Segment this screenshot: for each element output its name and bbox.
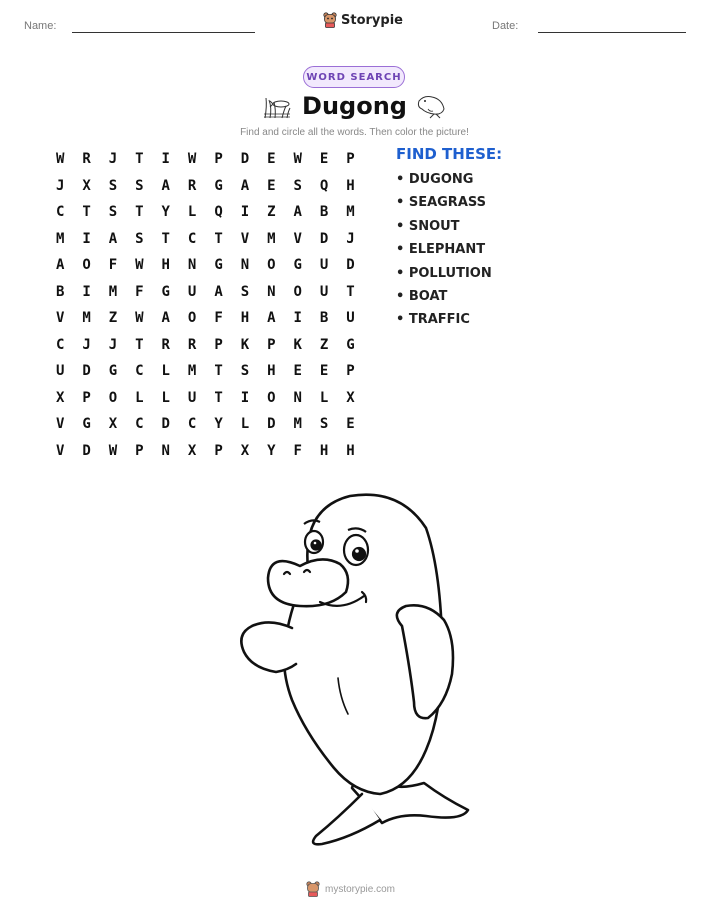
storypie-bear-icon bbox=[323, 12, 337, 28]
grid-letter[interactable]: H bbox=[346, 442, 355, 459]
grid-letter[interactable]: Z bbox=[267, 204, 276, 221]
grid-letter[interactable]: C bbox=[135, 416, 144, 433]
grid-letter[interactable]: V bbox=[55, 416, 65, 433]
grid-letter[interactable]: J bbox=[82, 336, 91, 353]
grid-letter[interactable]: Q bbox=[214, 204, 223, 221]
grid-letter[interactable]: I bbox=[82, 283, 91, 300]
word-list-item: • TRAFFIC bbox=[396, 312, 470, 328]
grid-letter[interactable]: A bbox=[240, 177, 250, 194]
grid-letter[interactable]: M bbox=[267, 230, 276, 247]
grid-letter[interactable]: O bbox=[293, 283, 302, 300]
grid-letter[interactable]: T bbox=[135, 151, 144, 168]
grid-letter[interactable]: W bbox=[108, 442, 118, 459]
word-list-item: • POLLUTION bbox=[396, 265, 492, 281]
grid-letter[interactable]: R bbox=[82, 151, 91, 168]
grid-letter[interactable]: G bbox=[293, 257, 302, 274]
grid-letter[interactable]: T bbox=[346, 283, 355, 300]
grid-letter[interactable]: W bbox=[55, 151, 65, 168]
grid-letter[interactable]: I bbox=[82, 230, 91, 247]
grid-letter[interactable]: I bbox=[293, 310, 302, 327]
grid-letter[interactable]: P bbox=[214, 442, 223, 459]
word-list bbox=[396, 172, 492, 336]
grid-letter[interactable]: X bbox=[346, 389, 355, 406]
grid-letter[interactable]: X bbox=[187, 442, 197, 459]
date-field-line[interactable] bbox=[538, 32, 686, 33]
grid-letter[interactable]: R bbox=[161, 336, 170, 353]
grid-row bbox=[47, 332, 364, 359]
grid-letter[interactable]: N bbox=[161, 442, 170, 459]
find-these-heading: FIND THESE: bbox=[396, 145, 503, 163]
grid-letter[interactable]: Q bbox=[319, 177, 329, 194]
grid-letter[interactable]: Y bbox=[214, 416, 223, 433]
instructions: Find and circle all the words. Then color the picture! bbox=[240, 127, 469, 138]
grid-letter[interactable]: O bbox=[267, 389, 276, 406]
grid-letter[interactable]: J bbox=[108, 336, 118, 353]
grid-letter[interactable]: D bbox=[240, 151, 250, 168]
grid-letter[interactable]: I bbox=[240, 389, 250, 406]
grid-row bbox=[47, 358, 364, 385]
grid-letter[interactable]: G bbox=[346, 336, 355, 353]
grid-letter[interactable]: D bbox=[82, 442, 91, 459]
grid-letter[interactable]: C bbox=[187, 416, 197, 433]
dugong-icon bbox=[414, 93, 448, 119]
grid-row bbox=[47, 279, 364, 306]
grid-letter[interactable]: G bbox=[214, 177, 223, 194]
grid-letter[interactable]: H bbox=[240, 310, 250, 327]
grid-letter[interactable]: L bbox=[240, 416, 250, 433]
grid-letter[interactable]: M bbox=[82, 310, 91, 327]
grid-letter[interactable]: L bbox=[161, 363, 170, 380]
grid-letter[interactable]: K bbox=[240, 336, 250, 353]
grid-letter[interactable]: D bbox=[267, 416, 276, 433]
grid-letter[interactable]: H bbox=[267, 363, 276, 380]
grid-row bbox=[47, 411, 364, 438]
grid-letter[interactable]: P bbox=[346, 151, 355, 168]
grid-letter[interactable]: A bbox=[161, 177, 170, 194]
grid-letter[interactable]: M bbox=[346, 204, 355, 221]
grid-letter[interactable]: S bbox=[240, 363, 250, 380]
grid-letter[interactable]: V bbox=[55, 310, 65, 327]
grid-letter[interactable]: T bbox=[82, 204, 91, 221]
date-label: Date: bbox=[492, 20, 519, 32]
grid-letter[interactable]: C bbox=[187, 230, 197, 247]
grid-letter[interactable]: A bbox=[55, 257, 65, 274]
grid-letter[interactable]: V bbox=[293, 230, 302, 247]
grid-letter[interactable]: X bbox=[82, 177, 91, 194]
brand bbox=[323, 12, 403, 28]
grid-letter[interactable]: A bbox=[161, 310, 170, 327]
grid-letter[interactable]: S bbox=[293, 177, 302, 194]
grid-letter[interactable]: N bbox=[267, 283, 276, 300]
name-field-line[interactable] bbox=[72, 32, 255, 33]
grid-letter[interactable]: B bbox=[319, 204, 329, 221]
grid-letter[interactable]: F bbox=[293, 442, 302, 459]
word-list-item: • ELEPHANT bbox=[396, 242, 486, 258]
grid-letter[interactable]: D bbox=[82, 363, 91, 380]
grid-row bbox=[47, 173, 364, 200]
grid-letter[interactable]: S bbox=[135, 177, 144, 194]
grid-letter[interactable]: A bbox=[214, 283, 223, 300]
grid-letter[interactable]: B bbox=[319, 310, 329, 327]
grid-letter[interactable]: L bbox=[135, 389, 144, 406]
grid-letter[interactable]: M bbox=[187, 363, 197, 380]
footer bbox=[306, 881, 395, 897]
word-search-badge: WORD SEARCH bbox=[303, 66, 405, 88]
dugong-snout bbox=[268, 559, 348, 606]
grid-letter[interactable]: I bbox=[240, 204, 250, 221]
grid-letter[interactable]: G bbox=[82, 416, 91, 433]
grid-letter[interactable]: V bbox=[55, 442, 65, 459]
grid-letter[interactable]: D bbox=[161, 416, 170, 433]
grid-row bbox=[47, 199, 364, 226]
page-title: Dugong bbox=[302, 92, 407, 120]
grid-letter[interactable]: G bbox=[214, 257, 223, 274]
grid-letter[interactable]: S bbox=[319, 416, 329, 433]
grid-letter[interactable]: S bbox=[135, 230, 144, 247]
word-list-item: • SNOUT bbox=[396, 218, 460, 234]
grid-letter[interactable]: S bbox=[108, 204, 118, 221]
grid-letter[interactable]: L bbox=[187, 204, 197, 221]
grid-letter[interactable]: U bbox=[319, 283, 329, 300]
grid-letter[interactable]: D bbox=[319, 230, 329, 247]
grid-letter[interactable]: J bbox=[55, 177, 65, 194]
grid-letter[interactable]: A bbox=[293, 204, 302, 221]
grid-letter[interactable]: P bbox=[267, 336, 276, 353]
grid-letter[interactable]: A bbox=[108, 230, 118, 247]
word-list-item: • SEAGRASS bbox=[396, 195, 487, 211]
grid-letter[interactable]: E bbox=[319, 363, 329, 380]
grid-letter[interactable]: E bbox=[346, 416, 355, 433]
grid-letter[interactable]: N bbox=[293, 389, 302, 406]
grid-letter[interactable]: O bbox=[267, 257, 276, 274]
grid-letter[interactable]: E bbox=[319, 151, 329, 168]
grid-letter[interactable]: V bbox=[240, 230, 250, 247]
grid-letter[interactable]: U bbox=[187, 389, 197, 406]
grid-letter[interactable]: T bbox=[135, 204, 144, 221]
grid-letter[interactable]: J bbox=[346, 230, 355, 247]
name-label: Name: bbox=[24, 20, 57, 32]
grid-letter[interactable]: O bbox=[108, 389, 118, 406]
grid-letter[interactable]: M bbox=[293, 416, 302, 433]
grid-letter[interactable]: Y bbox=[267, 442, 276, 459]
word-list-item: • BOAT bbox=[396, 288, 448, 304]
grid-letter[interactable]: B bbox=[55, 283, 65, 300]
grid-letter[interactable]: E bbox=[267, 151, 276, 168]
grid-letter[interactable]: X bbox=[108, 416, 118, 433]
grid-row bbox=[47, 438, 364, 465]
grid-letter[interactable]: L bbox=[161, 389, 170, 406]
grid-letter[interactable]: W bbox=[293, 151, 302, 168]
grid-letter[interactable]: T bbox=[214, 230, 223, 247]
grid-letter[interactable]: A bbox=[267, 310, 276, 327]
grid-letter[interactable]: T bbox=[214, 363, 223, 380]
dugong-illustration bbox=[230, 488, 480, 858]
grid-letter[interactable]: Z bbox=[319, 336, 329, 353]
grid-letter[interactable]: O bbox=[82, 257, 91, 274]
grid-letter[interactable]: M bbox=[108, 283, 118, 300]
grid-letter[interactable]: H bbox=[346, 177, 355, 194]
grid-letter[interactable]: J bbox=[108, 151, 118, 168]
grid-letter[interactable]: E bbox=[267, 177, 276, 194]
grid-letter[interactable]: E bbox=[293, 363, 302, 380]
grid-letter[interactable]: S bbox=[108, 177, 118, 194]
brand-name: Storypie bbox=[341, 12, 403, 28]
grid-letter[interactable]: C bbox=[55, 204, 65, 221]
grid-letter[interactable]: R bbox=[187, 336, 197, 353]
grid-letter[interactable]: F bbox=[108, 257, 118, 274]
grid-letter[interactable]: R bbox=[187, 177, 197, 194]
word-list-item: • DUGONG bbox=[396, 172, 474, 187]
grid-letter[interactable]: P bbox=[82, 389, 91, 406]
word-search-grid bbox=[47, 146, 364, 464]
grid-letter[interactable]: L bbox=[319, 389, 329, 406]
grid-letter[interactable]: U bbox=[346, 310, 355, 327]
grid-letter[interactable]: W bbox=[135, 257, 144, 274]
grid-letter[interactable]: T bbox=[161, 230, 170, 247]
grid-letter[interactable]: Z bbox=[108, 310, 118, 327]
grid-letter[interactable]: F bbox=[214, 310, 223, 327]
grid-row bbox=[47, 305, 364, 332]
grid-letter[interactable]: X bbox=[55, 389, 65, 406]
grid-letter[interactable]: H bbox=[319, 442, 329, 459]
grid-letter[interactable]: I bbox=[161, 151, 170, 168]
storypie-footer-icon bbox=[306, 881, 320, 897]
grid-letter[interactable]: H bbox=[161, 257, 170, 274]
grid-letter[interactable]: G bbox=[108, 363, 118, 380]
grid-letter[interactable]: C bbox=[55, 336, 65, 353]
grid-letter[interactable]: P bbox=[346, 363, 355, 380]
grid-letter[interactable]: T bbox=[214, 389, 223, 406]
grid-letter[interactable]: U bbox=[187, 283, 197, 300]
dugong-left-flipper bbox=[241, 622, 296, 672]
grid-row bbox=[47, 226, 364, 253]
grid-letter[interactable]: X bbox=[240, 442, 250, 459]
grid-letter[interactable]: Y bbox=[161, 204, 170, 221]
grid-letter[interactable]: F bbox=[135, 283, 144, 300]
grid-letter[interactable]: W bbox=[187, 151, 197, 168]
grid-letter[interactable]: P bbox=[135, 442, 144, 459]
grid-letter[interactable]: D bbox=[346, 257, 355, 274]
grid-letter[interactable]: K bbox=[293, 336, 302, 353]
grid-letter[interactable]: U bbox=[319, 257, 329, 274]
grid-letter[interactable]: P bbox=[214, 336, 223, 353]
grid-letter[interactable]: T bbox=[135, 336, 144, 353]
footer-url[interactable]: mystorypie.com bbox=[325, 883, 396, 895]
grid-letter[interactable]: S bbox=[240, 283, 250, 300]
grid-letter[interactable]: P bbox=[214, 151, 223, 168]
grid-letter[interactable]: N bbox=[187, 257, 197, 274]
grid-letter[interactable]: G bbox=[161, 283, 170, 300]
grid-letter[interactable]: M bbox=[55, 230, 65, 247]
grid-row bbox=[47, 146, 364, 173]
grid-letter[interactable]: C bbox=[135, 363, 144, 380]
grid-letter[interactable]: U bbox=[55, 363, 65, 380]
grid-letter[interactable]: O bbox=[187, 310, 197, 327]
grid-letter[interactable]: W bbox=[135, 310, 144, 327]
grid-letter[interactable]: N bbox=[240, 257, 250, 274]
grid-row bbox=[47, 385, 364, 412]
grid-row bbox=[47, 252, 364, 279]
